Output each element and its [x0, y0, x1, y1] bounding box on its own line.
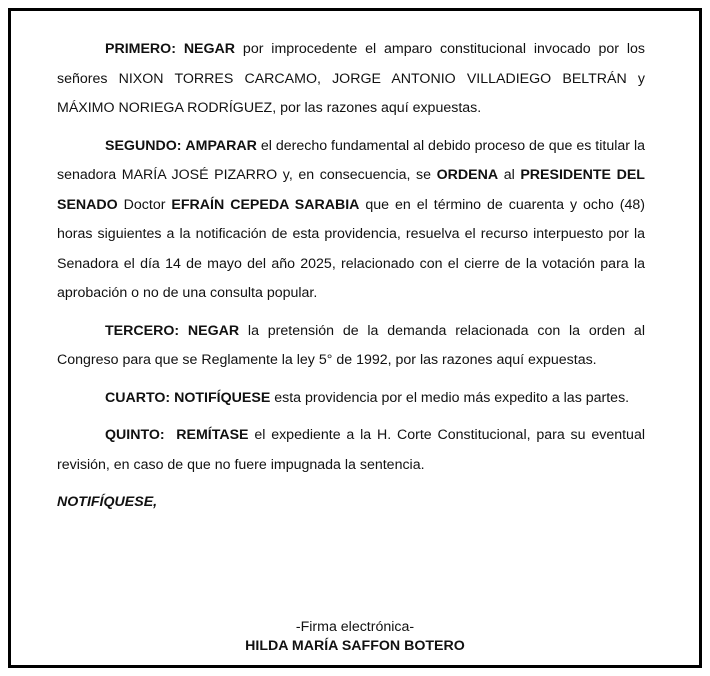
paragraph-text: esta providencia por el medio más expedito a las partes.	[270, 389, 630, 406]
resolution-verb: NOTIFÍQUESE	[174, 389, 271, 406]
ordinal-label: QUINTO:	[105, 427, 165, 443]
bold-presidente: PRESIDENTE DEL SENADO	[57, 167, 645, 213]
paragraph-text: Doctor	[117, 196, 172, 213]
resolution-verb: NEGAR	[183, 41, 236, 57]
paragraph-text: el derecho fundamental al debido proceso de que es titular la senadora MARÍA JOSÉ PIZARRO y, en consecuencia, se	[57, 137, 645, 183]
document-page	[8, 8, 702, 668]
signature-name: HILDA MARÍA SAFFON BOTERO	[245, 638, 465, 654]
bold-ordena: ORDENA	[436, 167, 499, 183]
paragraph-text: el expediente a la H. Corte Constitucional, para su eventual revisión, en caso de que no fuere impugnada la sentencia.	[57, 427, 645, 473]
resolution-verb: AMPARAR	[185, 137, 257, 154]
paragraph-text: la pretensión de la demanda relacionada con la orden al Congreso para que se Reglamente la ley 5° de 1992, por las razones aquí expuestas.	[57, 322, 645, 368]
paragraph-cuarto	[57, 384, 645, 414]
bold-nombre: EFRAÍN CEPEDA SARABIA	[171, 196, 360, 213]
paragraph-segundo	[57, 132, 645, 309]
paragraph-quinto	[57, 421, 645, 480]
closing-notifiquese: NOTIFÍQUESE,	[57, 494, 158, 510]
ordinal-label: TERCERO:	[105, 322, 180, 339]
ordinal-label: SEGUNDO:	[105, 137, 182, 154]
paragraph-tercero	[57, 317, 645, 376]
resolution-verb: NEGAR	[187, 322, 240, 339]
signature-note: -Firma electrónica-	[295, 619, 415, 635]
paragraph-primero	[57, 35, 645, 124]
resolution-verb: REMÍTASE	[176, 427, 249, 443]
ordinal-label: CUARTO:	[105, 389, 171, 406]
document-body	[57, 35, 645, 526]
ordinal-label: PRIMERO:	[105, 41, 176, 57]
paragraph-text: al	[498, 167, 521, 183]
paragraph-text: por improcedente el amparo constitucional invocado por los señores NIXON TORRES CARCAMO, JORGE ANTONIO VILLADIEGO BELTRÁN y MÁXIMO NORIEGA RODRÍGUEZ, por las razones aquí expuestas.	[57, 41, 645, 116]
paragraph-text: que en el término de cuarenta y ocho (48) horas siguientes a la notificación de esta providencia, resuelva el recurso interpuesto por la Senadora el día 14 de mayo del año 2025, relacionado con el cierre de la votación para la aprobación o no de una consulta popular.	[57, 196, 645, 301]
